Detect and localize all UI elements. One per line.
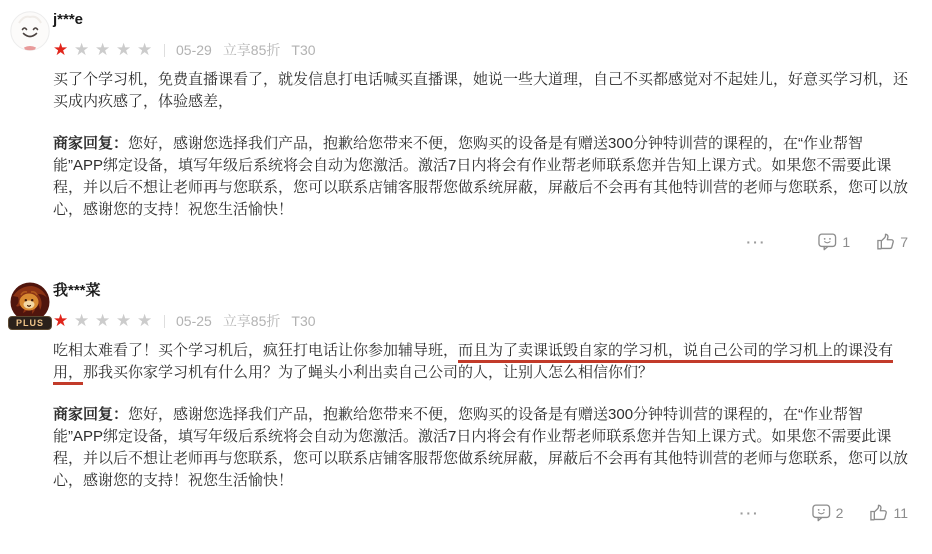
avatar — [10, 282, 50, 328]
comment-icon — [812, 504, 831, 522]
star-icon — [74, 40, 95, 60]
thumbs-up-icon — [869, 504, 888, 522]
seller-reply-label: 商家回复： — [53, 135, 129, 152]
star-icon — [74, 311, 95, 331]
model-tag: T30 — [291, 313, 316, 329]
review-item-2 — [0, 282, 932, 524]
rating-row — [53, 311, 908, 331]
avatar — [10, 11, 50, 51]
seller-reply-content: 您好，感谢您选择我们产品，抱歉给您带来不便，您购买的设备是有赠送300分钟特训营的课程的，在“作业帮智能”APP绑定设备，填写年级后系统将会自动为您激活。激活7日内将会有作业帮老师联系您并告知上课方式。如果您不需要此课程，并以后不想让老师再与您联系，您可以联系店铺客服帮您做系统屏蔽，屏蔽后不会再有其他特训营的老师与您联系，您可以放心，感谢您的支持！祝您生活愉快！ — [53, 135, 909, 218]
star-icon — [53, 40, 74, 60]
comment-count: 1 — [842, 234, 851, 250]
like-button[interactable] — [869, 504, 908, 522]
comment-count: 2 — [835, 505, 844, 521]
comment-button[interactable] — [818, 233, 850, 251]
rating-date-separator — [164, 315, 165, 328]
reviewer-username: j***e — [53, 11, 84, 28]
review-action-row — [53, 231, 908, 253]
review-item-1 — [0, 11, 932, 253]
promo-tag: 立享85折 — [222, 313, 281, 329]
seller-reply-label: 商家回复： — [53, 406, 129, 423]
star-icon — [95, 40, 116, 60]
review-text-content: 吃相太难看了！买个学习机后，疯狂打电话让你参加辅导班， — [53, 342, 459, 359]
like-button[interactable] — [876, 233, 908, 251]
star-icon — [116, 311, 137, 331]
smiley-face-avatar-icon — [10, 11, 50, 51]
review-action-row — [53, 502, 908, 524]
review-text-content: 那我买你家学习机有什么用？为了蝇头小利出卖自己公司的人，让别人怎么相信你们？ — [83, 364, 654, 381]
seller-reply — [53, 133, 908, 221]
model-tag: T30 — [291, 42, 316, 58]
star-icon — [116, 40, 137, 60]
more-button[interactable]: ··· — [739, 505, 760, 521]
star-rating — [53, 311, 158, 331]
review-text-content: 买了个学习机，免费直播课看了，就发信息打电话喊买直播课，她说一些大道理，自己不买都感觉对不起娃儿，好意买学习机，还买成内疚感了，体验感差， — [53, 71, 909, 110]
review-text — [53, 69, 908, 113]
star-rating — [53, 40, 158, 60]
star-icon — [53, 311, 74, 331]
star-icon — [95, 311, 116, 331]
like-count: 11 — [893, 505, 908, 521]
seller-reply-content: 您好，感谢您选择我们产品，抱歉给您带来不便，您购买的设备是有赠送300分钟特训营的课程的，在“作业帮智能”APP绑定设备，填写年级后系统将会自动为您激活。激活7日内将会有作业帮老师联系您并告知上课方式。如果您不需要此课程，并以后不想让老师再与您联系，您可以联系店铺客服帮您做系统屏蔽，屏蔽后不会再有其他特训营的老师与您联系，您可以放心，感谢您的支持！祝您生活愉快！ — [53, 406, 909, 489]
comment-icon — [818, 233, 837, 251]
rating-row — [53, 40, 908, 60]
more-button[interactable]: ··· — [746, 234, 767, 250]
star-icon — [137, 311, 158, 331]
promo-tag: 立享85折 — [222, 42, 281, 58]
review-date: 05-29 — [176, 42, 212, 58]
seller-reply — [53, 404, 908, 492]
review-date: 05-25 — [176, 313, 212, 329]
thumbs-up-icon — [876, 233, 895, 251]
comment-button[interactable] — [812, 504, 844, 522]
star-icon — [137, 40, 158, 60]
plus-badge: PLUS — [8, 316, 52, 330]
rating-date-separator — [164, 44, 165, 57]
like-count: 7 — [900, 234, 908, 250]
review-text — [53, 340, 908, 384]
reviewer-username: 我***菜 — [53, 282, 101, 299]
review-text-underlined-annotation: 而且为了卖课诋毁自家的学习机，说自己公司的学习机上的课没有用， — [53, 342, 893, 385]
